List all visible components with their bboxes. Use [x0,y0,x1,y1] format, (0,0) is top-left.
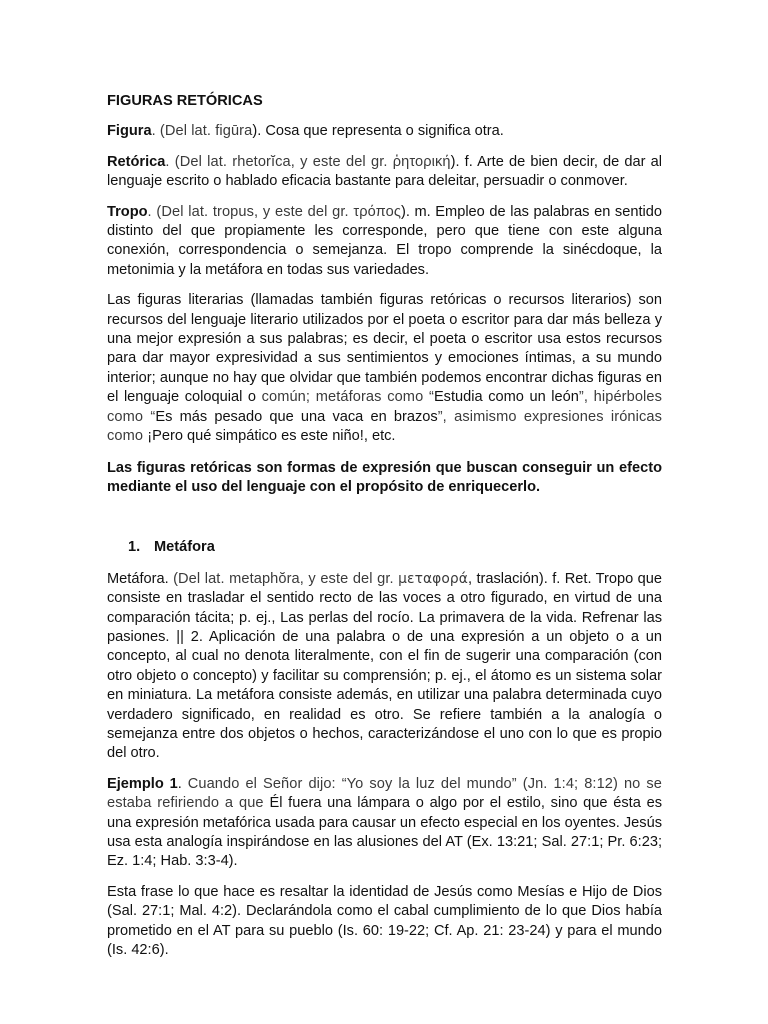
definition-metafora [107,570,662,764]
etymology-tropo: . (Del lat. tropus, y este del gr. τρόπος [147,203,401,220]
example-1 [107,775,662,872]
paragraph-text: , traslación). f. Ret. Tropo que consiste en trasladar el sentido recto de las voces a otro figurado, en virtud de una comparación tácita; p. ej., Las perlas del rocío. La primavera de la vida. Refrenar las pasiones. || 2. Aplicación de una palabra o de una expresión a un objeto o a un concepto, al cual no denota literalmente, con el fin de sugerir una comparación (con otro objeto o concepto) y facilitar su comprensión; p. ej., el átomo es un sistema solar en miniatura. La metáfora consiste además, en utilizar una palabra determinada cuyo verdadero significado, en realidad es otro. Se refiere también a la analogía o semejanza entre dos objetos o hechos, caracterizándose el uno con lo que es propio del otro. [107,570,662,762]
paragraph-text: Él fuera una lámpara o algo por el estilo, sino que ésta es una expresión metafórica usada para causar un efecto especial en los oyentes. Jesús usa esta analogía inspirándose en las alusiones del AT (Ex. 13:21; Sal. 27:1; Pr. 6:23; Ez. 1:4; Hab. 3:3-4). [107,795,662,870]
term-figura: Figura [107,123,152,140]
paragraph-text: ”, asimismo expresiones irónicas como [107,408,663,445]
greek-word: μεταφορά [398,570,468,587]
example-quote: Es más pesado que una vaca en brazos [155,408,438,425]
etymology-metafora: (Del lat. metaphŏra, y este del gr. [173,570,399,587]
paragraph-text: ”, hipérboles como “ [107,389,663,425]
paragraph-text: . [177,775,188,792]
definition-retorica [107,153,662,192]
example-quote: ¡Pero qué simpático es este niño!, etc. [147,428,396,445]
paragraph-figuras-literarias [107,291,662,446]
term-tropo: Tropo [107,203,148,220]
paragraph-text: Metáfora. [107,570,174,587]
paragraph-frase: Esta frase lo que hace es resaltar la identidad de Jesús como Mesías e Hijo de Dios (Sal. 27:1; Mal. 4:2). Declarándola como el cabal cumplimiento de lo que Dios había prometido en el AT para su pueblo (Is. 60: 19-22; Cf. Ap. 21: 23-24) y para el mundo (Is. 42:6). [107,883,662,959]
section-title: Metáfora [154,539,215,556]
definition-text-figura: ). Cosa que representa o significa otra. [252,123,504,140]
paragraph-text: Las figuras literarias (llamadas también figuras retóricas o recursos literarios) son recursos del lenguaje literario utilizados por el poeta o escritor para dar más belleza y una mejor expresión a sus palabras; es decir, el poeta o escritor usa estos recursos para dar mayor expresividad a sus sentimientos y emociones íntimas, a su mundo interior; aunque no hay que olvidar que también podemos encontrar dichas figuras en el lenguaje coloquial o [107,292,662,406]
etymology-figura: . (Del lat. figūra [151,123,253,140]
section-number: 1. [128,539,141,556]
definition-figura [107,122,662,141]
document-title: FIGURAS RETÓRICAS [107,93,263,109]
example-quote: Estudia como un león [433,389,579,406]
thesis-statement: Las figuras retóricas son formas de expresión que buscan conseguir un efecto mediante el uso del lenguaje con el propósito de enriquecerlo. [107,459,662,495]
etymology-retorica: . (Del lat. rhetorĭca, y este del gr. ῥητορική [165,153,451,170]
definition-text-tropo: ). m. Empleo de las palabras en sentido distinto del que propiamente les corresponde, pero que tiene con este alguna conexión, correspondencia o semejanza. El tropo comprende la sinécdoque, la metonimia y la metáfora en todas sus variedades. [107,203,662,278]
example-label: Ejemplo 1 [107,775,178,792]
paragraph-text: común; metáforas como “ [261,389,434,406]
term-retorica: Retórica [107,153,166,170]
definition-tropo [107,203,662,281]
section-heading-metafora [128,538,662,557]
definition-text-retorica: ). f. Arte de bien decir, de dar al lenguaje escrito o hablado eficacia bastante para deleitar, persuadir o conmover. [107,153,662,190]
paragraph-text: Cuando el Señor dijo: “Yo soy la luz del mundo” (Jn. 1:4; 8:12) no se estaba refiriendo a que [107,775,662,812]
